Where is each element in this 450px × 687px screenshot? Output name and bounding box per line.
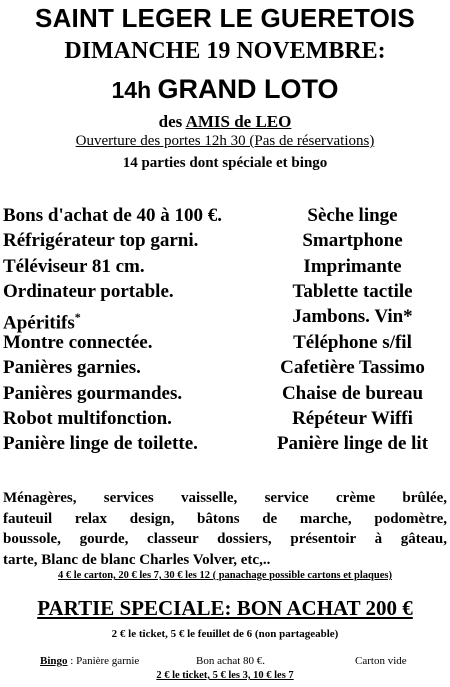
prize-right-3: Imprimante (303, 256, 402, 277)
prize-right-2: Smartphone (302, 230, 403, 251)
prize-right-4: Tablette tactile (292, 281, 413, 302)
prize-left-9: Robot multifonction. (3, 408, 172, 429)
prize-left-2: Réfrigérateur top garni. (3, 230, 199, 251)
misc-line-4: tarte, Blanc de blanc Charles Volver, etc,.. (3, 551, 271, 568)
bingo-prize-1-text: : Panière garnie (67, 655, 140, 667)
prize-left-6: Montre connectée. (3, 332, 153, 353)
prize-right-10: Panière linge de lit (276, 433, 429, 454)
prize-right-7: Cafetière Tassimo (280, 357, 425, 378)
event-title (0, 74, 450, 105)
misc-line-3: boussole, gourde, classeur dossiers, présentoir à gâteau, (3, 531, 447, 547)
doors-info (0, 133, 450, 150)
prize-left-1: Bons d'achat de 40 à 100 €. (3, 205, 223, 226)
prize-left-10: Panière linge de toilette. (3, 433, 198, 454)
bingo-label: Bingo (40, 655, 68, 667)
prize-left-5 (3, 305, 81, 334)
prize-right-6: Téléphone s/fil (293, 332, 412, 353)
prize-left-7: Panières garnies. (3, 357, 141, 378)
aperitif-footnote-mark: * (74, 310, 81, 324)
special-game (0, 596, 450, 621)
prize-right-1: Sèche linge (307, 205, 398, 226)
special-ticket-pricing: 2 € le ticket, 5 € le feuillet de 6 (non partageable) (111, 628, 339, 640)
prize-left-3: Téléviseur 81 cm. (3, 256, 145, 277)
town-title: SAINT LEGER LE GUERETOIS (35, 3, 415, 33)
bingo-prize-2: Bon achat 80 €. (196, 655, 266, 667)
misc-prizes-paragraph (3, 488, 447, 570)
prize-right-9: Répéteur Wiffi (292, 408, 413, 429)
prize-right-5: Jambons. Vin* (292, 306, 413, 327)
prize-left-5-text: Apéritifs (3, 312, 75, 334)
organizer-prefix: des (158, 112, 186, 131)
bingo-pricing: 2 € le ticket, 5 € les 3, 10 € les 7 (156, 670, 294, 681)
prize-left-8: Panières gourmandes. (3, 383, 183, 404)
organizer-name: AMIS de LEO (185, 112, 292, 131)
prize-right-8: Chaise de bureau (281, 383, 424, 404)
prize-left-4: Ordinateur portable. (3, 281, 174, 302)
event-date: DIMANCHE 19 NOVEMBRE: (64, 38, 386, 64)
card-pricing: 4 € le carton, 20 € les 7, 30 € les 12 ( panachage possible cartons et plaques) (58, 570, 392, 581)
parts-info: 14 parties dont spéciale et bingo (122, 155, 328, 171)
event-time: 14h (111, 77, 152, 103)
misc-line-1: Ménagères, services vaisselle, service crème brûlée, (3, 490, 447, 506)
bingo-prize-1 (40, 655, 139, 667)
doors-text: Ouverture des portes 12h 30 (Pas de réservations) (75, 133, 375, 149)
bingo-prize-3: Carton vide (355, 655, 407, 667)
organizer (0, 112, 450, 132)
special-game-title: PARTIE SPECIALE: BON ACHAT 200 € (37, 596, 413, 620)
misc-line-2: fauteuil relax design, bâtons de marche, podomètre, (3, 510, 447, 527)
event-name: GRAND LOTO (157, 74, 339, 104)
